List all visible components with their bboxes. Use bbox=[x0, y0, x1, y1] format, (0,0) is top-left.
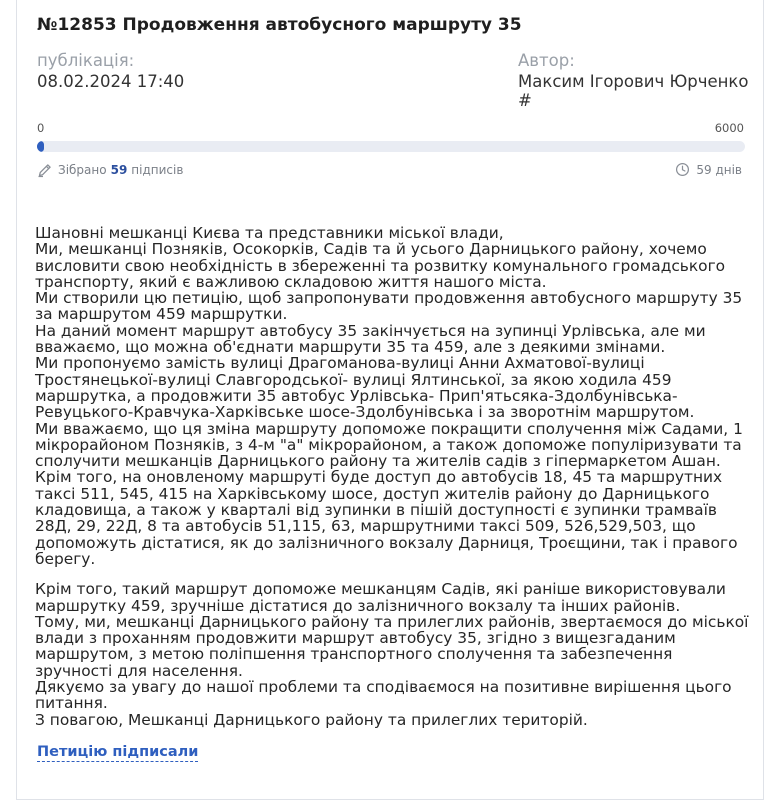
petition-title: №12853 Продовження автобусного маршруту 35 bbox=[37, 15, 522, 35]
pen-icon bbox=[37, 162, 58, 178]
petition-card bbox=[16, 0, 764, 800]
body-paragraph: Ми, мешканці Позняків, Осокорків, Садів та й усього Дарницького району, хочемо висловити свою необхідність в збереженні та розвитку комунального громадського транспорту, який є важливою складовою життя нашого міста. bbox=[35, 240, 726, 291]
signers-list-link[interactable]: Петицію підписали bbox=[37, 744, 199, 760]
days-remaining bbox=[675, 162, 742, 177]
body-paragraph: На даний момент маршрут автобусу 35 закінчується на зупинці Урлівська, але ми вважаємо, що можна об'єднати маршрути 35 та 459, але з деякими змінами. bbox=[35, 321, 706, 357]
collected-suffix: підписів bbox=[131, 163, 184, 177]
author-label: Автор: bbox=[518, 51, 575, 70]
body-paragraph: Ми створили цю петицію, щоб запропонувати продовження автобусного маршруту 35 за маршрутом 459 маршрутки. bbox=[35, 289, 743, 324]
body-paragraph: Ми пропонуємо замість вулиці Драгоманова-вулиці Анни Ахматової-вулиці Тростянецької-вулиці Славгородської- вулиці Ялтинської, за якою ходила 459 маршрутка, а продовжити 35 автобус Урлівська- Прип'ятьсяка-Здолбунівська-Ревуцького-Кравчука-Харківське шосе-Здолбунівська і за зворотнім маршрутом. bbox=[35, 354, 695, 422]
body-paragraph: Шановні мешканці Києва та представники міської влади, bbox=[35, 224, 504, 242]
author-name: Максим Ігорович Юрченко bbox=[518, 72, 749, 91]
paragraph-gap bbox=[35, 567, 753, 581]
collected-count: 59 bbox=[110, 163, 128, 177]
published-label: публікація: bbox=[37, 51, 135, 70]
body-paragraph: З повагою, Мешканці Дарницького району та прилеглих територій. bbox=[35, 710, 588, 729]
author-suffix: # bbox=[518, 91, 532, 110]
body-paragraph: Ми вважаємо, що ця зміна маршруту допоможе покращити сполучення між Садами, 1 мікрорайоном Позняків, з 4-м "а" мікрорайоном, а також допоможе популіризувати та сполучити мешканців Дарницького району та жителів садів з гіпермаркетом Ашан. Крім того, на оновленому маршруті буде доступ до автобусів 18, 45 та маршрутних таксі 511, 545, 415 на Харківському шосе, доступ жителів району до Дарницького кладовища, а також у кварталі від зупинки в пішій доступності є зупинки трамваїв 28Д, 29, 22Д, 8 та автобусів 51,115, 63, маршрутними таксі 509, 526,529,503, що допоможуть дістатися, як до залізничного вокзалу Дарниця, Троєщини, так і правого берегу. bbox=[35, 419, 743, 568]
body-paragraph: Крім того, такий маршрут допоможе мешканцям Садів, які раніше використовували маршрутку 459, зручніше дістатися до залізничного вокзалу та інших районів. bbox=[35, 580, 726, 615]
body-paragraph: Тому, ми, мешканці Дарницького району та прилеглих районів, звертаємося до міської влади з проханням продовжити маршрут автобусу 35, згідно з вищезгаданим маршрутом, з метою поліпшення транспортного сполучення та забезпечення зручності для населення. bbox=[35, 612, 749, 680]
progress-min-label: 0 bbox=[37, 121, 45, 135]
signatures-collected bbox=[37, 162, 183, 178]
petition-body bbox=[35, 225, 753, 728]
signature-progress-bar bbox=[37, 141, 745, 152]
signature-progress-fill bbox=[37, 141, 44, 152]
published-date: 08.02.2024 17:40 bbox=[37, 72, 185, 91]
collected-prefix: Зібрано bbox=[58, 163, 107, 177]
days-text: 59 днів bbox=[696, 162, 742, 177]
progress-max-label: 6000 bbox=[714, 121, 744, 135]
body-paragraph: Дякуємо за увагу до нашої проблеми та сподіваємося на позитивне вирішення цього питання. bbox=[35, 678, 732, 713]
clock-icon bbox=[675, 162, 696, 177]
